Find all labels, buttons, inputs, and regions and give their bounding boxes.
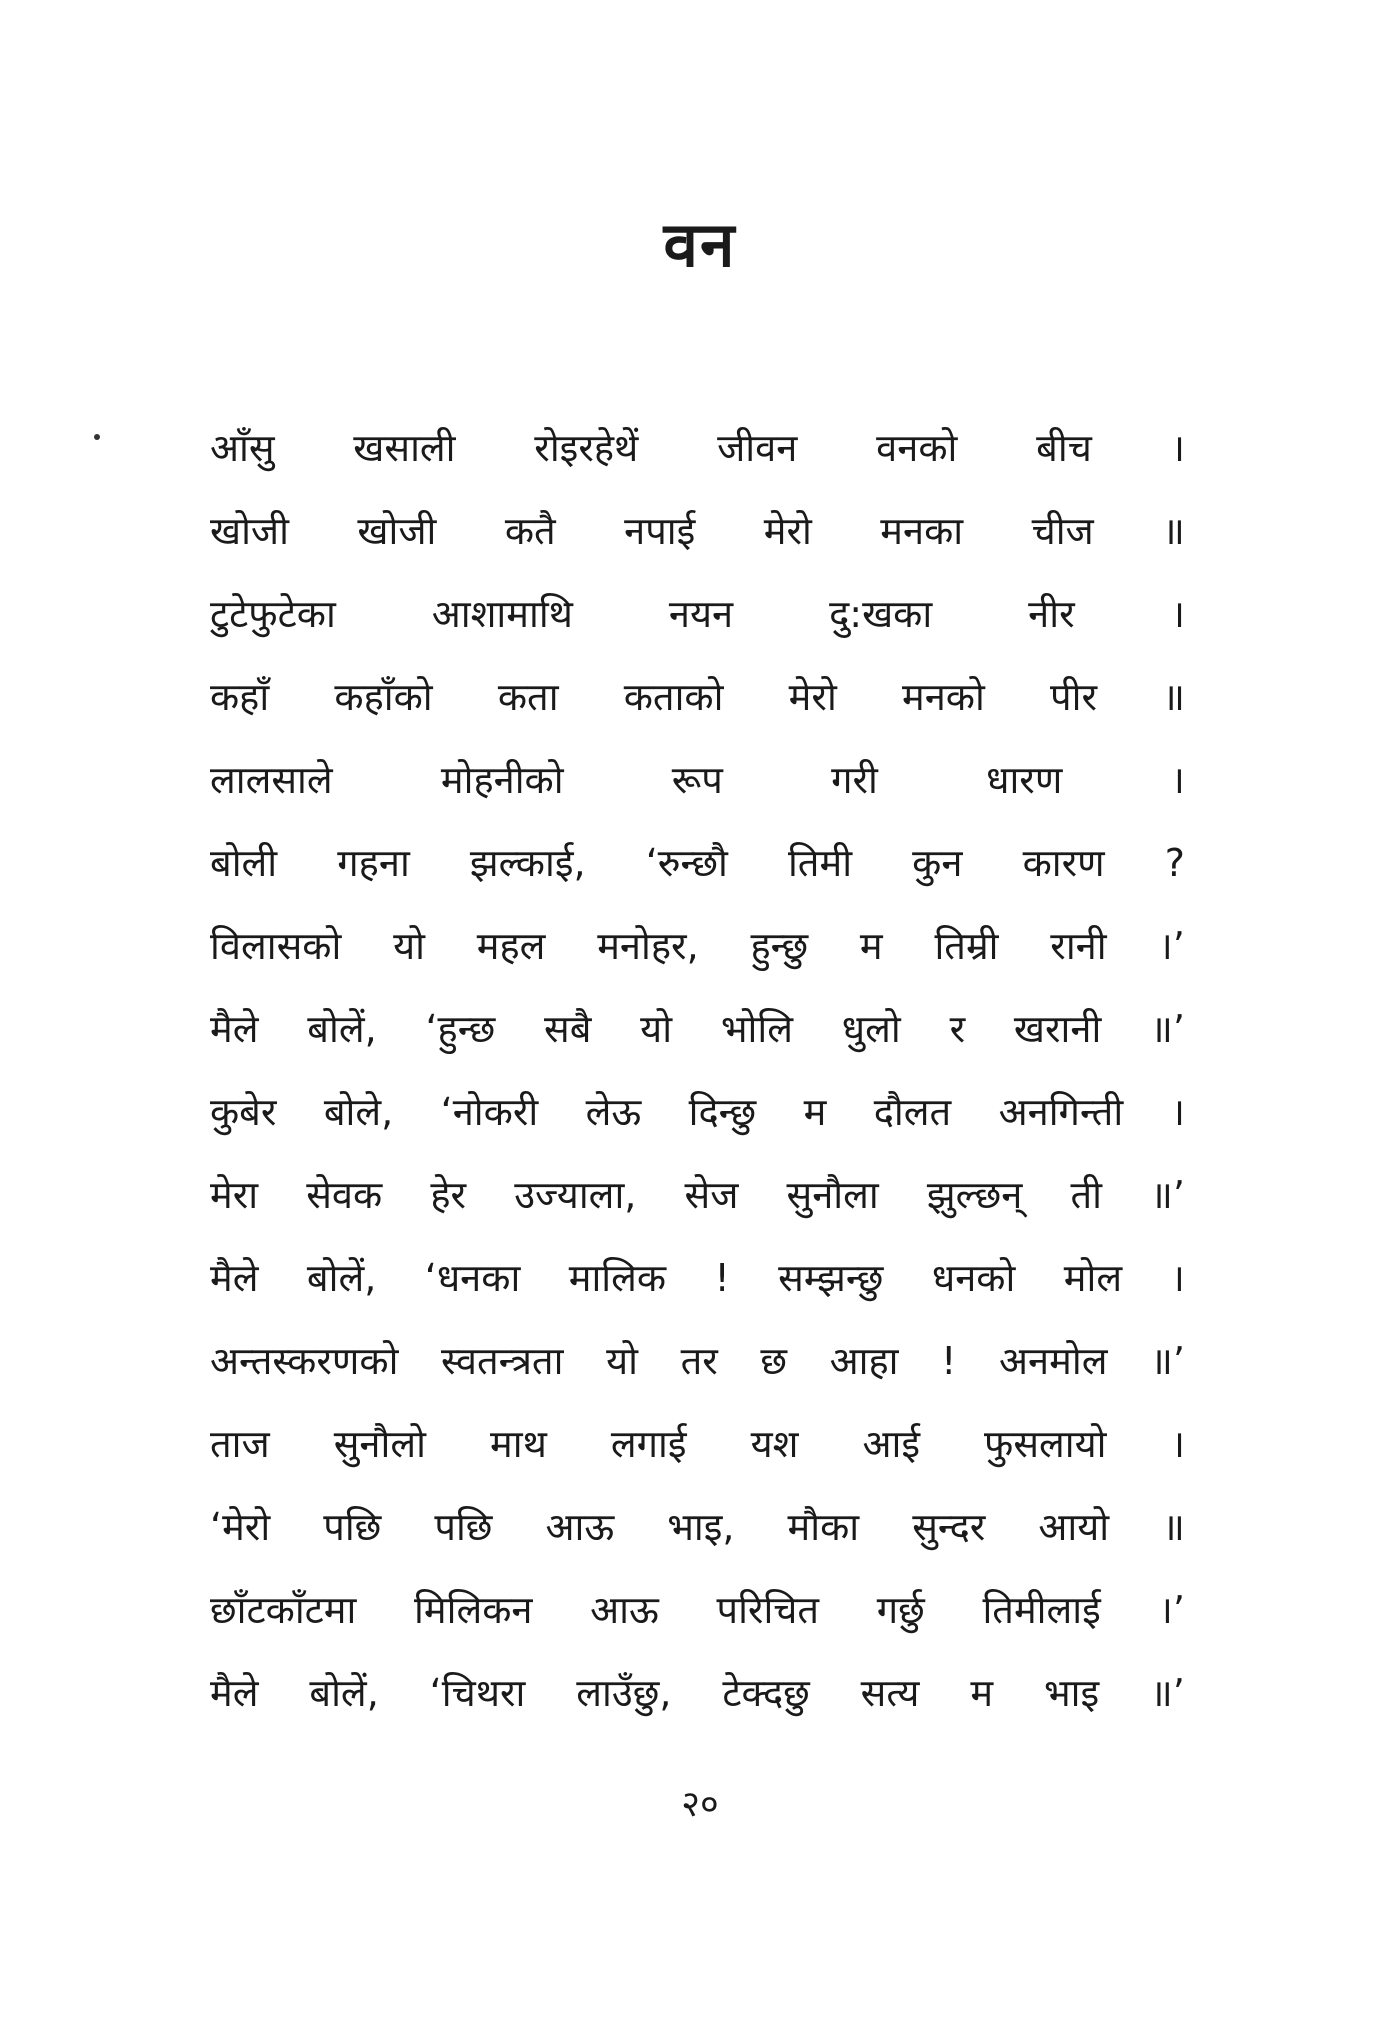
poem-word: गर्छु: [876, 1588, 925, 1632]
poem-word: ‘हुन्छ: [425, 1007, 496, 1051]
poem-word: भाइ: [1043, 1671, 1100, 1715]
poem-word: झल्काई,: [469, 841, 586, 885]
poem-word: मोल: [1063, 1256, 1123, 1300]
poem-word: यश: [750, 1422, 799, 1466]
poem-word: बीच: [1036, 426, 1092, 470]
poem-word: ॥’: [1150, 1173, 1185, 1217]
poem-word: मेरो: [763, 509, 812, 553]
poem-word: कारण: [1022, 841, 1105, 885]
poem-word: मैले: [210, 1256, 259, 1300]
poem-word: परिचित: [716, 1588, 820, 1632]
poem-word: पछि: [323, 1505, 382, 1549]
poem-word: आई: [862, 1422, 921, 1466]
poem-word: ताज: [210, 1422, 270, 1466]
poem-word: लालसाले: [210, 758, 333, 802]
poem-word: सुन्दर: [912, 1505, 986, 1549]
poem-word: चीज: [1031, 509, 1094, 553]
poem-word: खसाली: [353, 426, 456, 470]
poem-word: तिमी: [787, 841, 853, 885]
poem-word: टेक्दछु: [722, 1671, 810, 1715]
poem-word: ।: [1170, 758, 1185, 802]
poem-word: कुबेर: [210, 1090, 277, 1134]
poem-word: पछि: [434, 1505, 493, 1549]
poem-line: [210, 584, 1185, 644]
poem-word: बोलें,: [309, 1671, 379, 1715]
poem-word: कता: [497, 675, 559, 719]
poem-word: दौलत: [873, 1090, 952, 1134]
poem-word: लेऊ: [585, 1090, 642, 1134]
poem-word: म: [803, 1090, 827, 1134]
poem-title: वन: [663, 208, 737, 281]
poem-line: [210, 501, 1185, 561]
poem-word: यो: [393, 924, 425, 968]
poem-word: तिम्री: [934, 924, 999, 968]
poem-word: आयो: [1038, 1505, 1110, 1549]
poem-word: मनका: [880, 509, 964, 553]
poem-word: ॥’: [1150, 1671, 1185, 1715]
poem-word: भाइ,: [667, 1505, 735, 1549]
poem-word: मोहनीको: [440, 758, 564, 802]
poem-word: दिन्छु: [688, 1090, 757, 1134]
poem-line: [210, 999, 1185, 1059]
poem-word: भोलि: [720, 1007, 794, 1051]
poem-word: गहना: [337, 841, 410, 885]
poem-word: अन्तस्करणको: [210, 1339, 399, 1383]
poem-word: अनगिन्ती: [998, 1090, 1124, 1134]
poem-word: सम्झन्छु: [778, 1256, 884, 1300]
poem-line: [210, 833, 1185, 893]
page-number: २०: [681, 1784, 719, 1825]
poem-word: ॥’: [1150, 1339, 1185, 1383]
poem-word: र: [949, 1007, 966, 1051]
poem-word: धारण: [986, 758, 1063, 802]
poem-word: ‘धनका: [424, 1256, 521, 1300]
poem-word: ‘चिथरा: [429, 1671, 526, 1715]
poem-word: ‘रुन्छौ: [645, 841, 728, 885]
poem-word: खोजी: [357, 509, 437, 553]
poem-word: मालिक: [568, 1256, 667, 1300]
poem-word: म: [859, 924, 883, 968]
poem-word: ?: [1164, 841, 1185, 885]
poem-word: ।: [1170, 1256, 1185, 1300]
poem-word: खरानी: [1013, 1007, 1102, 1051]
poem-line: [210, 1165, 1185, 1225]
poem-word: ॥: [1162, 675, 1185, 719]
poem-word: ।’: [1158, 924, 1185, 968]
poem-word: वनको: [876, 426, 958, 470]
poem-line: [210, 418, 1185, 478]
poem-word: मैले: [210, 1671, 259, 1715]
poem-word: विलासको: [210, 924, 342, 968]
poem-word: तिमीलाई: [982, 1588, 1101, 1632]
poem-word: लाउँछु,: [576, 1671, 672, 1715]
poem-line: [210, 1414, 1185, 1474]
poem-word: माथ: [490, 1422, 547, 1466]
poem-word: !: [714, 1256, 730, 1300]
poem-word: आशामाथि: [431, 592, 573, 636]
poem-word: ॥’: [1150, 1007, 1185, 1051]
poem-word: रूप: [671, 758, 723, 802]
poem-word: ।’: [1158, 1588, 1185, 1632]
poem-word: आहा: [829, 1339, 899, 1383]
poem-word: झुल्छन्: [926, 1173, 1023, 1217]
poem-word: धुलो: [841, 1007, 901, 1051]
poem-word: बोले,: [323, 1090, 394, 1134]
poem-word: ।: [1170, 426, 1185, 470]
poem-word: हुन्छु: [750, 924, 809, 968]
poem-word: ।: [1170, 1090, 1185, 1134]
poem-word: खोजी: [210, 509, 289, 553]
poem-line: [210, 1663, 1185, 1723]
poem-word: महल: [476, 924, 546, 968]
poem-word: स्वतन्त्रता: [441, 1339, 564, 1383]
poem-word: पीर: [1050, 675, 1097, 719]
poem-word: सत्य: [860, 1671, 920, 1715]
poem-line: [210, 1580, 1185, 1640]
poem-word: टुटेफुटेका: [210, 592, 336, 636]
poem-word: नयन: [668, 592, 734, 636]
poem-word: ॥: [1162, 1505, 1185, 1549]
poem-word: छाँटकाँटमा: [210, 1588, 357, 1632]
poem-line: [210, 916, 1185, 976]
poem-word: दु:खका: [829, 592, 933, 636]
poem-word: यो: [606, 1339, 638, 1383]
poem-word: सेवक: [306, 1173, 383, 1217]
poem-word: मनको: [901, 675, 985, 719]
poem-word: मेरो: [788, 675, 837, 719]
poem-word: बोलें,: [307, 1007, 377, 1051]
poem-word: अनमोल: [999, 1339, 1108, 1383]
poem-word: जीवन: [717, 426, 798, 470]
poem-word: कताको: [623, 675, 724, 719]
poem-word: सेज: [684, 1173, 739, 1217]
poem-line: [210, 667, 1185, 727]
poem-word: यो: [640, 1007, 673, 1051]
poem-word: कुन: [912, 841, 963, 885]
poem-word: नपाई: [624, 509, 696, 553]
poem-word: कहाँको: [334, 675, 433, 719]
poem-word: फुसलायो: [984, 1422, 1107, 1466]
poem-word: रानी: [1050, 924, 1107, 968]
poem-word: नीर: [1028, 592, 1075, 636]
poem-word: ।: [1170, 592, 1185, 636]
poem-word: धनको: [931, 1256, 1016, 1300]
poem-word: कतै: [504, 509, 556, 553]
poem-word: आऊ: [545, 1505, 615, 1549]
poem-word: !: [941, 1339, 957, 1383]
poem-word: बोलें,: [306, 1256, 377, 1300]
poem-word: सुनौला: [786, 1173, 879, 1217]
poem-word: सबै: [544, 1007, 592, 1051]
poem-word: ती: [1070, 1173, 1102, 1217]
poem-word: मिलिकन: [414, 1588, 533, 1632]
poem-word: ॥: [1162, 509, 1185, 553]
poem-word: गरी: [831, 758, 878, 802]
poem-line: [210, 1497, 1185, 1557]
poem-word: मौका: [787, 1505, 860, 1549]
poem-word: उज्याला,: [514, 1173, 637, 1217]
poem-word: मेरा: [210, 1173, 259, 1217]
poem-word: मैले: [210, 1007, 259, 1051]
poem-word: कहाँ: [210, 675, 270, 719]
poem-word: मनोहर,: [597, 924, 699, 968]
poem-word: लगाई: [610, 1422, 687, 1466]
poem-word: सुनौलो: [333, 1422, 426, 1466]
poem-word: हेर: [430, 1173, 467, 1217]
poem-line: [210, 1248, 1185, 1308]
poem-line: [210, 750, 1185, 810]
poem-word: म: [970, 1671, 994, 1715]
poem-word: ।: [1170, 1422, 1185, 1466]
poem-word: तर: [680, 1339, 718, 1383]
poem-line: [210, 1331, 1185, 1391]
poem-line: [210, 1082, 1185, 1142]
poem-word: रोइरहेथें: [534, 426, 639, 470]
poem-word: ‘नोकरी: [440, 1090, 539, 1134]
stray-dot-mark: [94, 434, 100, 440]
poem-word: बोली: [210, 841, 278, 885]
poem-word: छ: [760, 1339, 788, 1383]
poem-word: आऊ: [590, 1588, 659, 1632]
poem-word: ‘मेरो: [210, 1505, 271, 1549]
poem-word: आँसु: [210, 426, 275, 470]
